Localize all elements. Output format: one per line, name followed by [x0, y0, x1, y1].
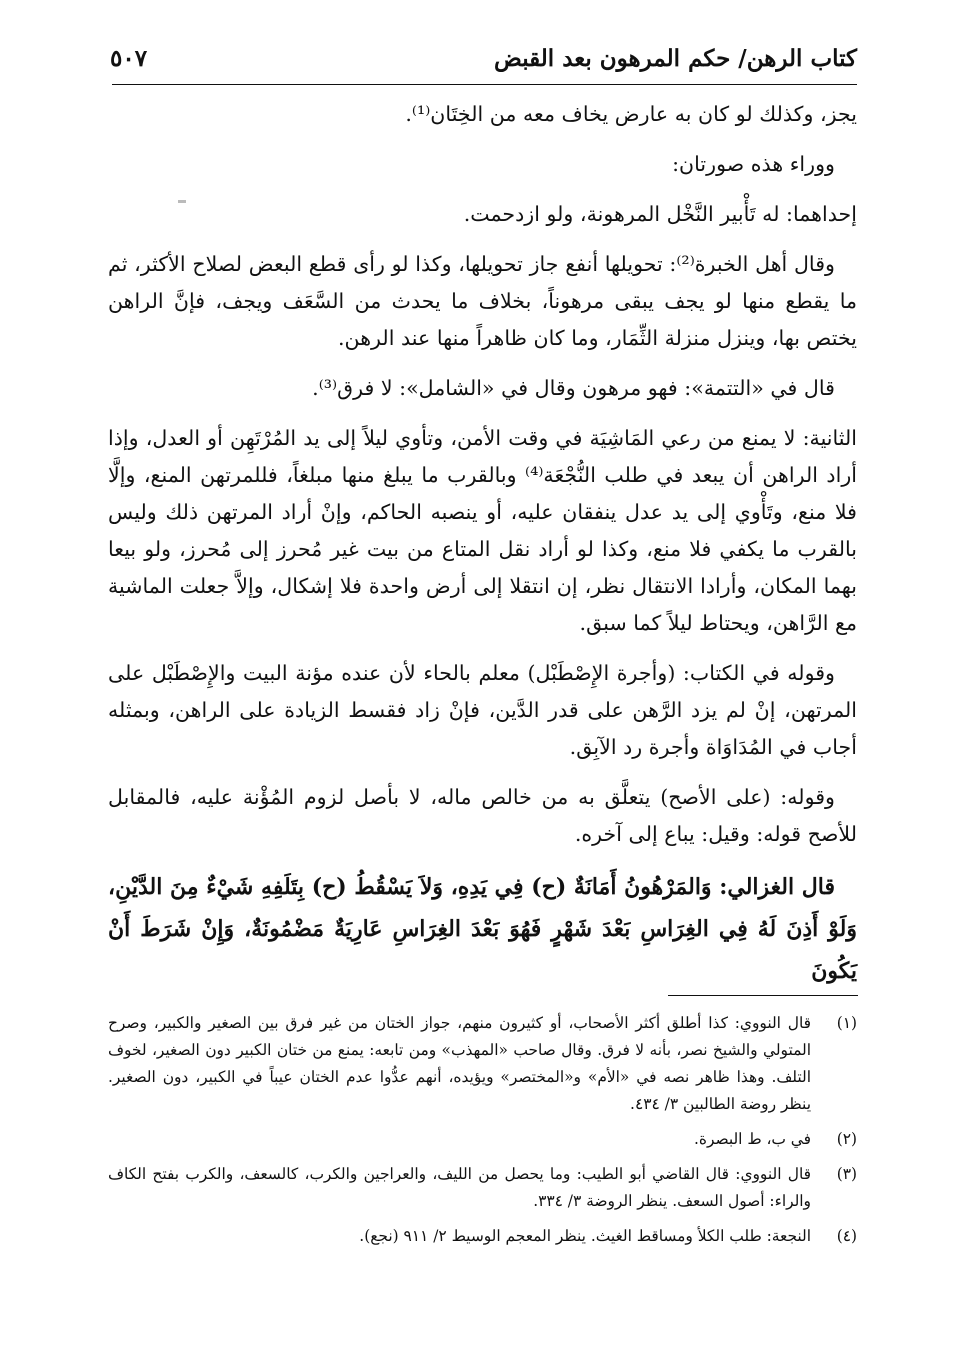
paragraph-1: يجز، وكذلك لو كان به عارض يخاف معه من الخِتَان⁽¹⁾.: [405, 102, 857, 126]
footnote-2: [108, 1126, 857, 1153]
matn-lead: قال الغزالي:: [719, 874, 835, 900]
footnote-1: [108, 1010, 857, 1118]
main-text: [108, 96, 857, 1005]
footnote-text: قال النووي: قال القاضي أبو الطيب: وما يحصل من الليف، والعراجين والكرب، كالسعف، والكرب بفتح الكاف والراء: أصول السعف. ينظر الروضة ٣/ ٣٣٤.: [108, 1165, 811, 1210]
paragraph-5: قال في «التتمة»: فهو مرهون وقال في «الشامل»: لا فرق⁽³⁾.: [312, 376, 835, 400]
footnote-text: في ب، ط البصرة.: [694, 1130, 811, 1148]
running-title: كتاب الرهن/ حكم المرهون بعد القبض: [494, 44, 857, 72]
running-header: [110, 38, 857, 78]
footnote-text: النجعة: طلب الكلأ ومساقط الغيث. ينظر المعجم الوسيط ٢/ ٩١١ (نجع).: [359, 1227, 811, 1245]
header-divider: [112, 84, 857, 85]
footnote-number: (٤): [836, 1227, 857, 1245]
footnotes: [108, 1010, 857, 1258]
matn-quote: [108, 866, 857, 992]
footnote-4: [108, 1223, 857, 1250]
footnote-number: (٣): [836, 1165, 857, 1183]
paragraph-2: ووراء هذه صورتان:: [672, 152, 835, 176]
footnote-text: قال النووي: كذا أطلق أكثر الأصحاب، أو كثيرون منهم، جواز الختان من غير فرق بين الصغير والكبير، وصرح المتولي والشيخ نصر، بأنه لا فرق. وقال صاحب «المهذب» ومن تابعه: يمنع من ختان الكبير دون الصغير، لخوف التلف. وهذا ظاهر نصه في «الأم» و«المختصر» ويؤيده، أنهم عدُّوا عدم الختان عيباً في الكبير، دون الصغير. ينظر روضة الطالبين ٣/ ٤٣٤.: [108, 1014, 811, 1113]
footnote-number: (٢): [836, 1130, 857, 1148]
paragraph-3: إحداهما: له تَأْبير النَّخْل المرهونة، ولو ازدحمت.: [463, 202, 857, 226]
footnote-3: [108, 1161, 857, 1215]
footnote-divider: [668, 995, 858, 996]
paragraph-7: وقوله في الكتاب: (وأجرة الإِصْطَبْل) معلم بالحاء لأن عنده مؤنة البيت والإِصْطَبْل على المرتهن، إنْ لم يزد الرَّهن على قدر الدَّين، فإنْ زاد فقسط الزيادة على الراهن، وبمثله أجاب في المُدَاوَاة وأجرة رد الآبِق.: [108, 661, 857, 759]
paragraph-8: وقوله: (على الأصح) يتعلَّق به من خالص ماله، لا بأصل لزوم المُؤْنة عليه، فالمقابل للأصح قوله: وقيل: يباع إلى آخره.: [108, 785, 857, 846]
page-number: ٥٠٧: [110, 44, 148, 72]
paragraph-6: الثانية: لا يمنع من رعي المَاشِيَة في وقت الأمن، وتأوي ليلاً إلى يد المُرْتَهِن أو العدل، وإذا أراد الراهن أن يبعد في طلب النُّجْعَة⁽⁴⁾ وبالقرب ما يبلغ منها مبلغاً، فللمرتهن المنع، وإلَّا فلا منع، وتَأْوي إلى يد عدل ينفقان عليه، أو ينصبه الحاكم، وإنْ أراد المرتهن ذلك وليس بالقرب ما يكفي فلا منع، وكذا لو أراد نقل المتاع من بيت غير مُحرز إلى مُحرز، ولو بيعا بهما المكان، وأرادا الانتقال نظر، إن انتقلا إلى أرض واحدة فلا إشكال، وإلاَّ جعلت الماشية مع الرَّاهن، ويحتاط ليلاً كما سبق.: [108, 426, 857, 635]
paragraph-4: وقال أهل الخبرة⁽²⁾: تحويلها أنفع جاز تحويلها، وكذا لو رأى قطع البعض لصلاح الأكثر، ثم ما يقطع منها لو يجف يبقى مرهوناً، بخلاف ما يحدث من السَّعَف ويجف، فإنَّ الراهن يختص بها، وينزل منزلة الثِّمَار، وما كان ظاهراً منها عند الرهن.: [108, 252, 857, 350]
footnote-number: (١): [836, 1014, 857, 1032]
scan-speck: [178, 200, 186, 203]
matn-text: وَالمَرْهُونُ أَمَانَةٌ (ح) فِي يَدِهِ، وَلاَ يَسْقُطُ (ح) بِتَلَفِهِ شَيْءٌ مِنَ الدَّيْنِ، وَلَوْ أَذِنَ لَهُ فِي الغِرَاسِ بَعْدَ شَهْرٍ فَهُوَ بَعْدَ الغِرَاسِ عَارِيَةٌ مَضْمُونَةٌ، وَإِنْ شَرَطَ أَنْ يَكُونَ: [108, 874, 857, 984]
